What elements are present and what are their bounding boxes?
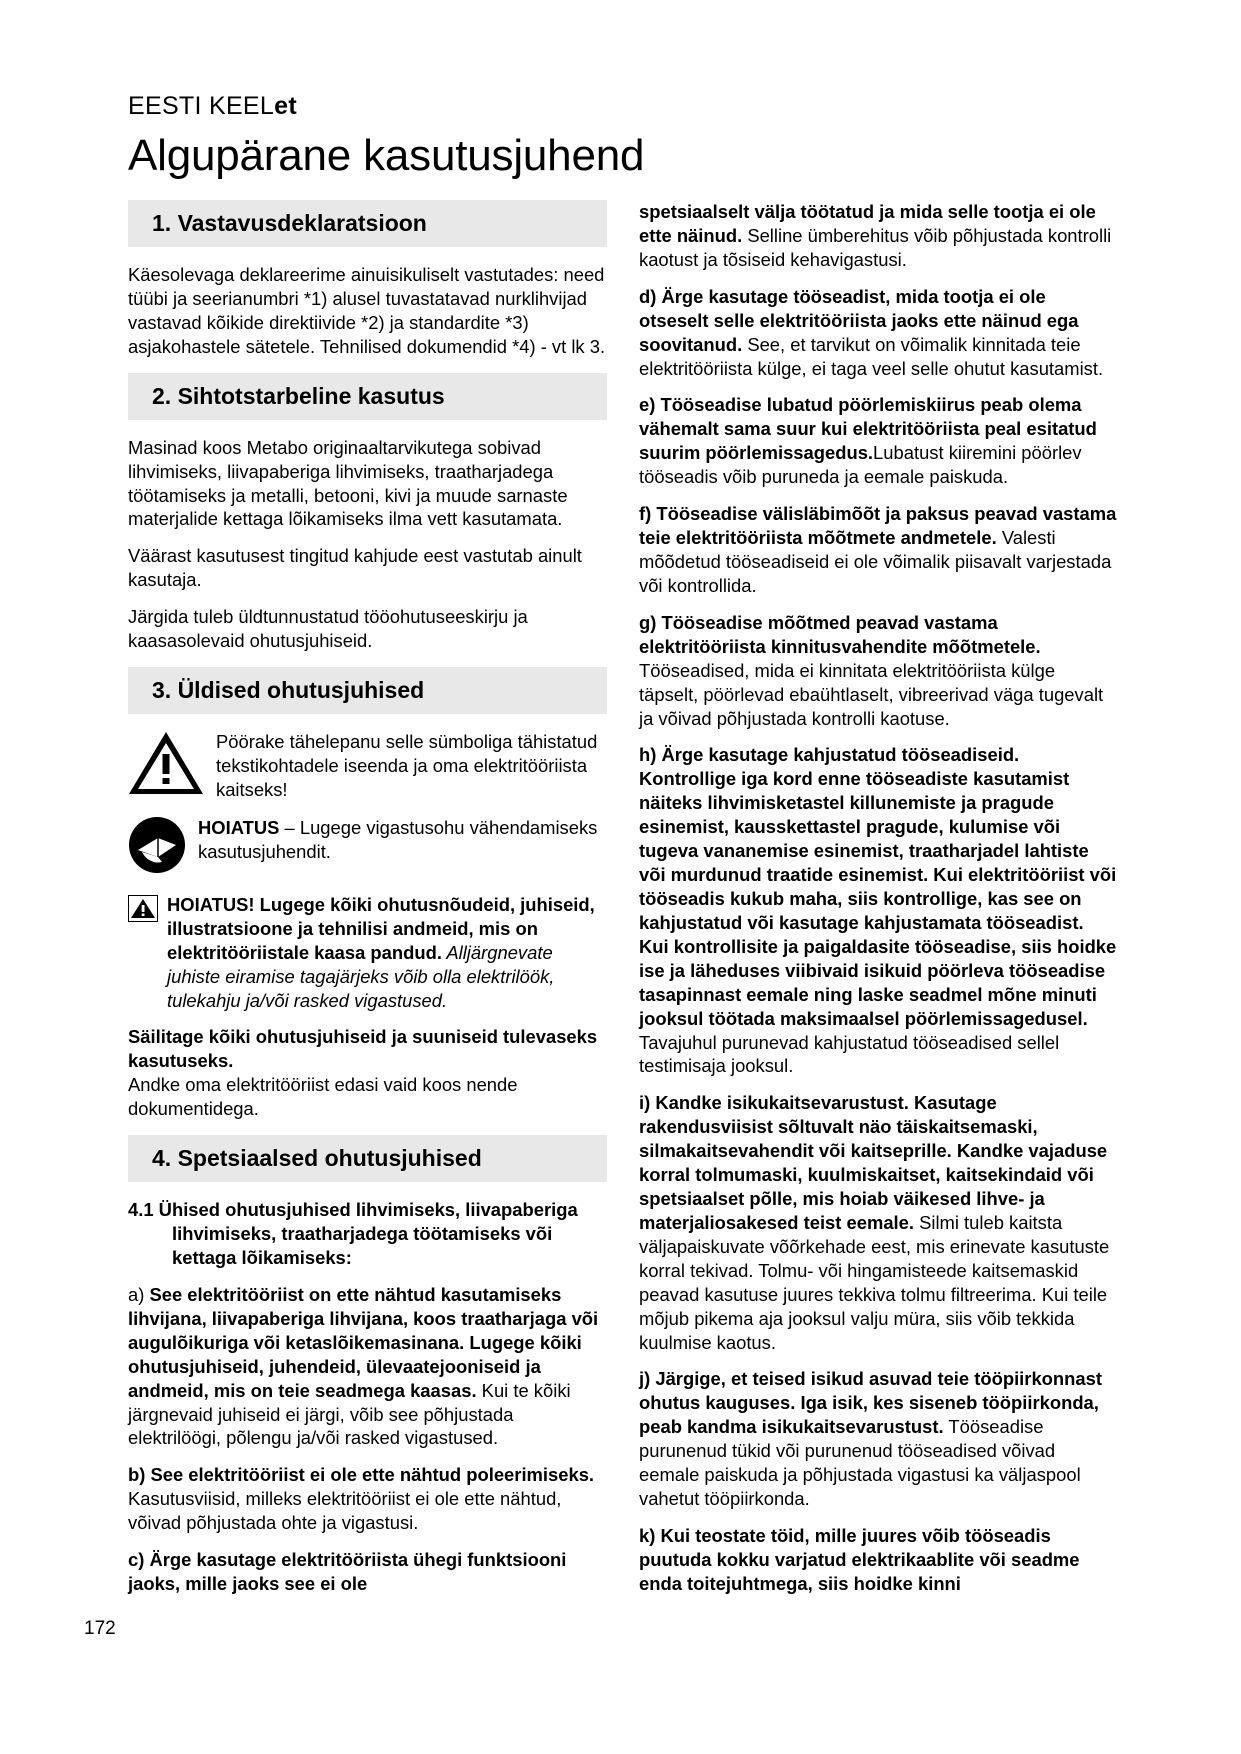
item-g-bold: g) Tööseadise mõõtmed peavad vastama elektritööriista kinnitusvahendite mõõtmetele. — [639, 611, 1041, 657]
continuation-rest: Selline ümberehitus võib põhjustada kontrolli kaotust ja tõsiseid kehavigastusi. — [639, 224, 1112, 270]
item-i-rest: Silmi tuleb kaitsta väljapaiskuvate võõrkehade eest, mis erinevate kasutuste korral tekivad. Tolmu- või hingamisteede kaitsemaskid peavad kasutuse juures tekkiva tolmu filtreerima. Kui teile mõjub pikema aja jooksul valju müra, siis võib tekkida kuulmise kaotus. — [639, 1211, 1110, 1353]
page-header — [128, 92, 1128, 181]
item-i-bold: i) Kandke isikukaitsevarustust. Kasutage rakendusviisist sõltuvalt näo täiskaitsemaski, silmakaitsevahendit või kaitseprille. Kandke vajaduse korral tolmumaski, kuulmiskaitset, kaitsekindaid või spetsiaalset põlle, mis hoiab väikesed lihve- ja materjaliosakesed teist eemale. — [639, 1092, 1108, 1233]
continuation-bold: spetsiaalselt välja töötatud ja mida selle tootja ei ole ette näinud. — [639, 201, 1096, 246]
item-j-rest: Tööseadise purunenud tükid või purunenud tööseadised võivad eemale paiskuda ja põhjustada vigastusi ka väljaspool vahetut tööpiirkonda. — [639, 1416, 1081, 1510]
keep-instructions-paragraph — [128, 1025, 607, 1121]
content-columns — [128, 200, 1118, 1609]
item-d — [639, 285, 1118, 381]
symbol-note-text: Pöörake tähelepanu selle sümboliga tähistatud tekstikohtadele iseenda ja oma elektritööriista kaitseks! — [216, 731, 598, 800]
section-heading-2: 2. Sihtotstarbeline kasutus — [128, 373, 607, 420]
section-1-body: Käesolevaga deklareerime ainuisikuliselt vastutades: need tüübi ja seerianumbri *1) alusel tuvastatavad nurklihvijad vastavad kõikide direktiivide *2) ja standardite *3) asjakohastele sätetele. Tehnilised dokumendid *4) - vt lk 3. — [128, 264, 606, 357]
keep-instructions-rest: Andke oma elektritööriist edasi vaid koos nende dokumentidega. — [128, 1074, 518, 1120]
left-column — [128, 200, 607, 1609]
warning-safety-italic: Alljärgnevate juhiste eiramise tagajärjeks võib olla elektrilöök, tulekahju ja/või rasked vigastused. — [167, 941, 555, 1011]
warning-triangle-icon — [128, 730, 204, 801]
item-d-rest: See, et tarvikut on võimalik kinnitada teie elektritööriista külge, ei taga veel selle ohutut kasutamist. — [639, 333, 1104, 379]
item-g-rest: Tööseadised, mida ei kinnitata elektritööriista külge täpselt, pöörlevad ebaühtlaselt, vibreerivad väga tugevalt ja võivad põhjustada kontrolli kaotuse. — [639, 659, 1104, 729]
item-b-bold: b) See elektritööriist ei ole ette nähtud poleerimiseks. — [128, 1464, 595, 1486]
subsection-4-1-heading: 4.1 Ühised ohutusjuhised lihvimiseks, liivapaberiga lihvimiseks, traatharjadega töötamiseks või kettaga lõikamiseks: — [128, 1199, 578, 1268]
item-h — [639, 743, 1118, 1078]
item-e-bold: e) Tööseadise lubatud pöörlemiskiirus peab olema vähemalt sama suur kui elektritööriista peal esitatud suurim pöörlemissagedus. — [639, 394, 1097, 464]
item-j — [639, 1367, 1118, 1511]
page-number: 172 — [84, 1618, 116, 1639]
language-label-bold: et — [274, 92, 297, 120]
language-label — [128, 92, 1128, 121]
item-f-rest: Valesti mõõdetud tööseadiseid ei ole võimalik piisavalt varjestada või kontrollida. — [639, 527, 1112, 596]
item-j-bold: j) Järgige, et teised isikud asuvad teie tööpiirkonnast ohutus kauguses. Iga isik, kes siseneb tööpiirkonda, peab kandma isikukaitsevarustust. — [639, 1368, 1102, 1438]
item-e — [639, 393, 1118, 489]
item-a — [128, 1283, 607, 1450]
keep-instructions-bold: Säilitage kõiki ohutusjuhiseid ja suuniseid tulevaseks kasutuseks. — [128, 1026, 598, 1072]
item-c: c) Ärge kasutage elektritööriista ühegi funktsiooni jaoks, mille jaoks see ei ole — [128, 1549, 567, 1595]
item-f — [639, 502, 1118, 598]
read-manual-icon — [128, 816, 186, 879]
section-2-para-3: Järgida tuleb üldtunnustatud tööohutuseeskirju ja kaasasolevaid ohutusjuhiseid. — [128, 606, 528, 652]
item-k: k) Kui teostate töid, mille juures võib tööseadis puutuda kokku varjatud elektrikaablite või seadme enda toitejuhtmega, siis hoidke kinni — [639, 1525, 1080, 1594]
item-f-bold: f) Tööseadise välisläbimõõt ja paksus peavad vastama teie elektritööriista mõõtmete andmetele. — [639, 503, 1117, 549]
item-g — [639, 611, 1118, 731]
warning-keyword: HOIATUS — [198, 816, 280, 838]
symbol-note-block — [128, 730, 607, 802]
warning-read-manual-block — [128, 816, 607, 879]
warning-read-manual-text: – Lugege vigastusohu vähendamiseks kasutusjuhendit. — [198, 816, 598, 862]
item-a-bold: See elektritööriist on ette nähtud kasutamiseks lihvijana, liivapaberiga lihvijana, koos traatharjaga või augulõikuriga või ketaslõikemasinana. Lugege kõiki ohutusjuhiseid, juhendeid, ülevaatejooniseid ja andmeid, mis on teie seadmega kaasas. — [128, 1283, 599, 1401]
item-d-bold: d) Ärge kasutage tööseadist, mida tootja ei ole otseselt selle elektritööriista jaoks ette näinud ega soovitanud. — [639, 285, 1079, 355]
item-a-letter: a) — [128, 1283, 150, 1305]
warning-safety-bold: HOIATUS! Lugege kõiki ohutusnõudeid, juhiseid, illustratsioone ja tehnilisi andmeid, mis on elektritööriistale kaasa pandud. — [167, 893, 595, 963]
warning-safety-block — [128, 893, 607, 1013]
right-column — [639, 200, 1118, 1609]
section-2-para-2: Väärast kasutusest tingitud kahjude eest vastutab ainult kasutaja. — [128, 545, 582, 591]
section-2-para-1: Masinad koos Metabo originaaltarvikutega sobivad lihvimiseks, liivapaberiga lihvimiseks, traatharjadega töötamiseks ja metalli, betooni, kivi ja muude sarnaste materjalide kettaga lõikamiseks ilma vett kasutamata. — [128, 436, 568, 530]
item-a-rest: Kui te kõiki järgnevaid juhiseid ei järgi, võib see põhjustada elektrilöögi, põlengu ja/või rasked vigastused. — [128, 1379, 571, 1449]
item-e-rest: Lubatust kiiremini pöörlev tööseadis võib puruneda ja eemale paiskuda. — [639, 442, 1082, 488]
section-heading-4: 4. Spetsiaalsed ohutusjuhised — [128, 1135, 607, 1182]
small-warning-triangle-icon — [128, 893, 158, 927]
language-label-normal: EESTI KEEL — [128, 92, 275, 120]
item-i — [639, 1091, 1118, 1354]
section-heading-3: 3. Üldised ohutusjuhised — [128, 667, 607, 714]
item-b — [128, 1463, 607, 1535]
item-b-rest: Kasutusviisid, milleks elektritööriist ei ole ette nähtud, võivad põhjustada ohte ja vigastusi. — [128, 1488, 562, 1534]
continuation-paragraph — [639, 200, 1118, 272]
page-title: Algupärane kasutusjuhend — [128, 131, 645, 180]
item-h-rest: Tavajuhul purunevad kahjustatud tööseadised sellel testimisaja jooksul. — [639, 1031, 1060, 1077]
section-heading-1: 1. Vastavusdeklaratsioon — [128, 200, 607, 247]
item-h-bold: h) Ärge kasutage kahjustatud tööseadiseid. Kontrollige iga kord enne tööseadiste kasutamist näiteks lihvimisketastel killunemiste ja pragude esinemist, kausskettastel pragude, kulumise või tugeva vananemise esinemist, traatharjadel lahtiste või murdunud traatide esinemist. Kui elektritööriist või tööseadis kukub maha, siis kontrollige, kas see on kahjustatud või kasutage kahjustamata tööseadist. Kui kontrollisite ja paigaldasite tööseadise, siis hoidke ise ja läheduses viibivaid isikuid pöörleva tööseadise tasapinnast eemale ning laske seadmel mõne minuti jooksul töötada maksimaalsel pöörlemissagedusel. — [639, 744, 1117, 1029]
